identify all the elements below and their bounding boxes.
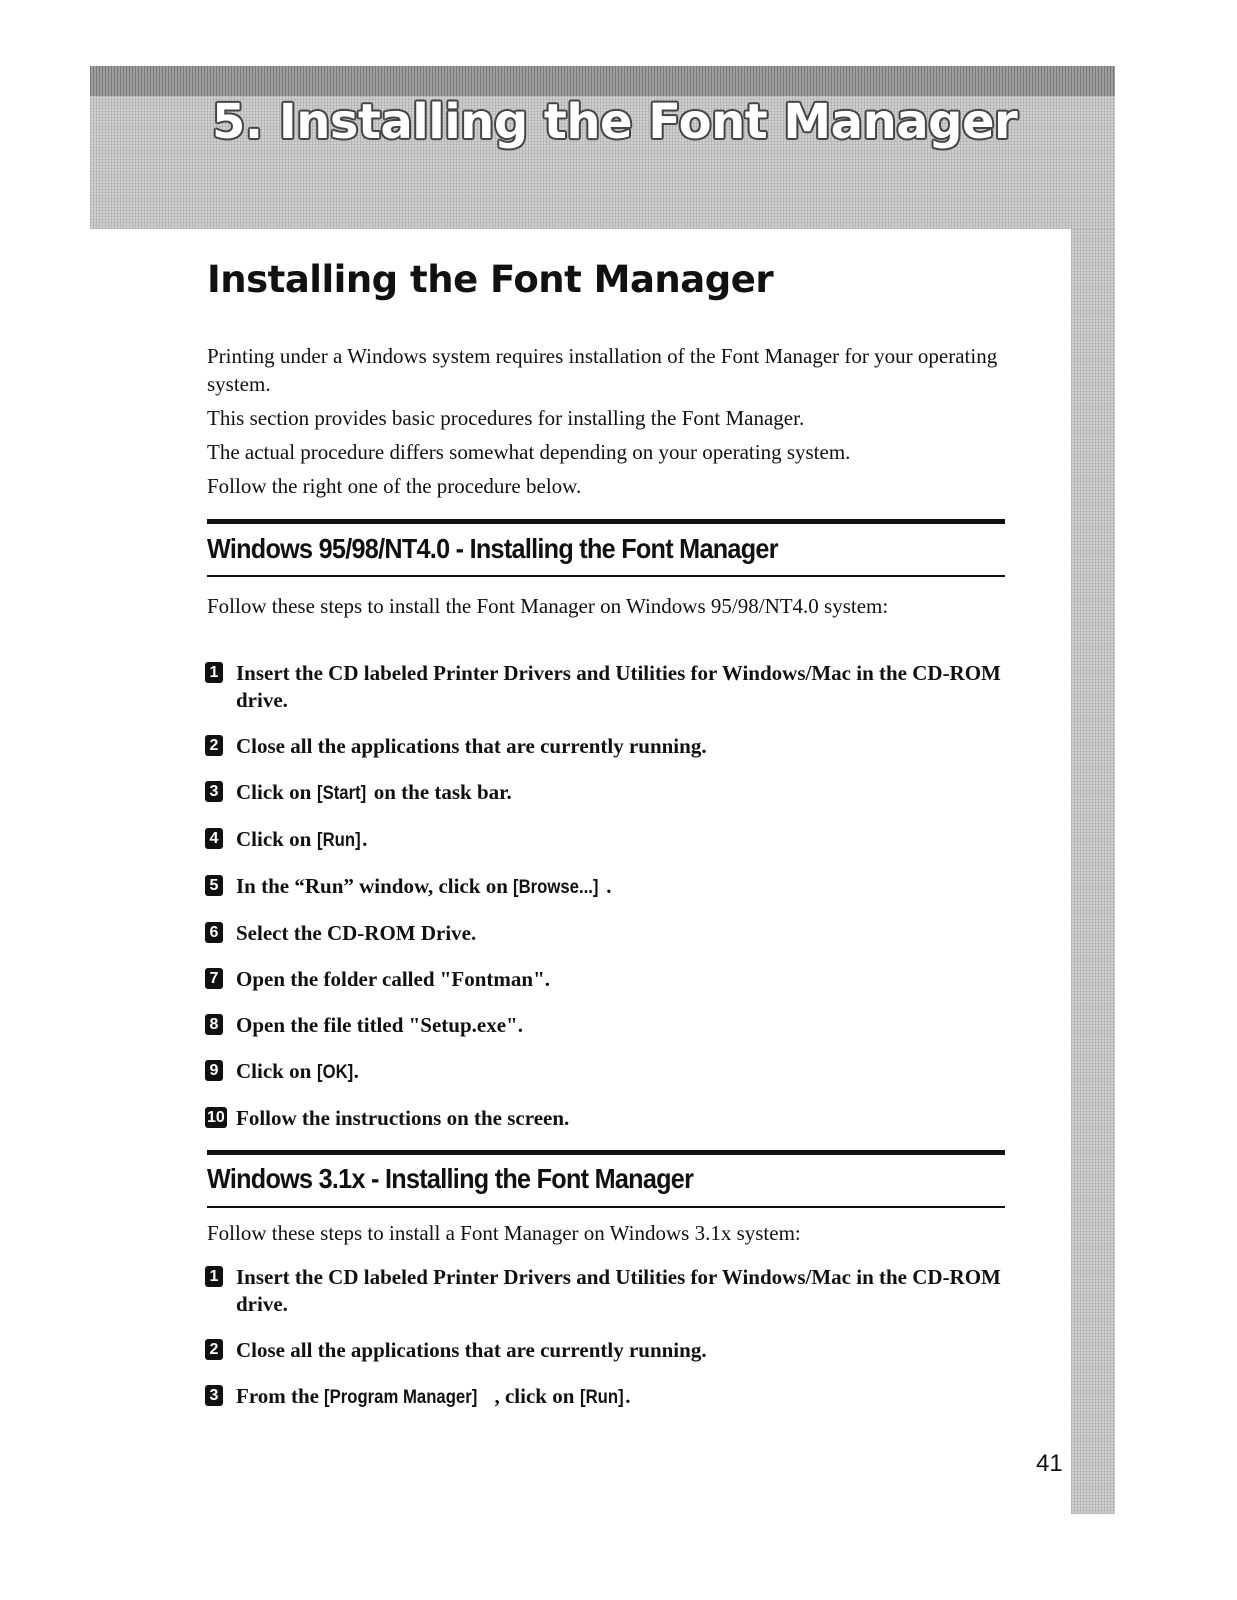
step-text: Close all the applications that are currently running. (236, 1338, 707, 1362)
section-rule-top (207, 519, 1005, 524)
step-text: Follow the instructions on the screen. (236, 1106, 570, 1130)
ui-label: [Browse...] (513, 877, 599, 898)
intro-paragraph: Printing under a Windows system requires installation of the Font Manager for your operating system. (207, 344, 998, 396)
step-number-badge: 2 (205, 1339, 223, 1360)
win31-intro: Follow these steps to install a Font Manager on Windows 3.1x system: (207, 1221, 801, 1245)
section-intro (207, 342, 1017, 506)
step-text: . (353, 1059, 359, 1083)
step-text: Insert the CD labeled Printer Drivers and Utilities for Windows/Mac in the CD-ROM drive. (236, 661, 1001, 712)
step-text: . (362, 827, 368, 851)
step-item (205, 920, 1015, 947)
step-item (205, 1105, 1015, 1132)
step-text: Click on (236, 1059, 317, 1083)
ui-label: [Run] (579, 1387, 624, 1408)
step-text: . (625, 1384, 631, 1408)
step-text: In the “Run” window, click on (236, 874, 514, 898)
step-number-badge: 4 (205, 828, 223, 849)
step-text: Open the folder called "Fontman". (236, 967, 551, 991)
win95-subsection-title: Windows 95/98/NT4.0 - Installing the Font Manager (207, 533, 778, 564)
step-item (205, 826, 1015, 854)
intro-paragraph: The actual procedure differs somewhat depending on your operating system. (207, 440, 851, 464)
step-number-badge: 1 (205, 1266, 223, 1287)
step-number-badge: 1 (205, 662, 223, 683)
step-item (205, 660, 1015, 714)
step-text: Click on (236, 827, 317, 851)
intro-paragraph: Follow the right one of the procedure below. (207, 474, 582, 498)
section-rule-bottom (207, 575, 1005, 577)
chapter-title: 5. Installing the Font Manager (212, 94, 1018, 150)
step-number-badge: 7 (205, 968, 223, 989)
step-item (205, 779, 1015, 807)
win31-steps-list (205, 1264, 1015, 1430)
ui-label: [Run] (316, 830, 361, 851)
step-item (205, 1012, 1015, 1039)
step-item (205, 733, 1015, 760)
step-text: Open the file titled "Setup.exe". (236, 1013, 523, 1037)
step-number-badge: 8 (205, 1014, 223, 1035)
step-number-badge: 5 (205, 875, 223, 896)
step-item (205, 966, 1015, 993)
step-text: Insert the CD labeled Printer Drivers and Utilities for Windows/Mac in the CD-ROM drive. (236, 1265, 1001, 1316)
chapter-side-tab (1071, 229, 1115, 1514)
ui-label: [OK] (316, 1062, 353, 1083)
step-number-badge: 6 (205, 922, 223, 943)
step-text: Click on (236, 780, 317, 804)
step-number-badge: 10 (207, 1109, 225, 1126)
step-text: Close all the applications that are currently running. (236, 734, 707, 758)
page-number: 41 (1036, 1450, 1063, 1477)
step-number-badge: 3 (205, 781, 223, 802)
win95-steps-list (205, 660, 1015, 1151)
step-item (205, 1337, 1015, 1364)
ui-label: [Program Manager] (324, 1387, 478, 1408)
win95-intro: Follow these steps to install the Font Manager on Windows 95/98/NT4.0 system: (207, 594, 889, 618)
step-text: , click on (494, 1384, 580, 1408)
section-rule-bottom (207, 1206, 1005, 1208)
section-title: Installing the Font Manager (207, 258, 774, 301)
step-item (205, 1383, 1015, 1411)
step-text: Select the CD-ROM Drive. (236, 921, 477, 945)
step-number-badge: 9 (205, 1060, 223, 1081)
step-text: From the (236, 1384, 325, 1408)
ui-label: [Start] (316, 783, 366, 804)
intro-paragraph: This section provides basic procedures for installing the Font Manager. (207, 406, 805, 430)
step-item (205, 1058, 1015, 1086)
banner-top-bar (90, 66, 1115, 96)
step-text: . (606, 874, 612, 898)
step-text: on the task bar. (368, 780, 512, 804)
section-rule-top (207, 1150, 1005, 1155)
win31-subsection-title: Windows 3.1x - Installing the Font Manager (207, 1163, 694, 1194)
step-item (205, 1264, 1015, 1318)
step-item (205, 873, 1015, 901)
step-number-badge: 3 (205, 1385, 223, 1406)
step-number-badge: 2 (205, 735, 223, 756)
